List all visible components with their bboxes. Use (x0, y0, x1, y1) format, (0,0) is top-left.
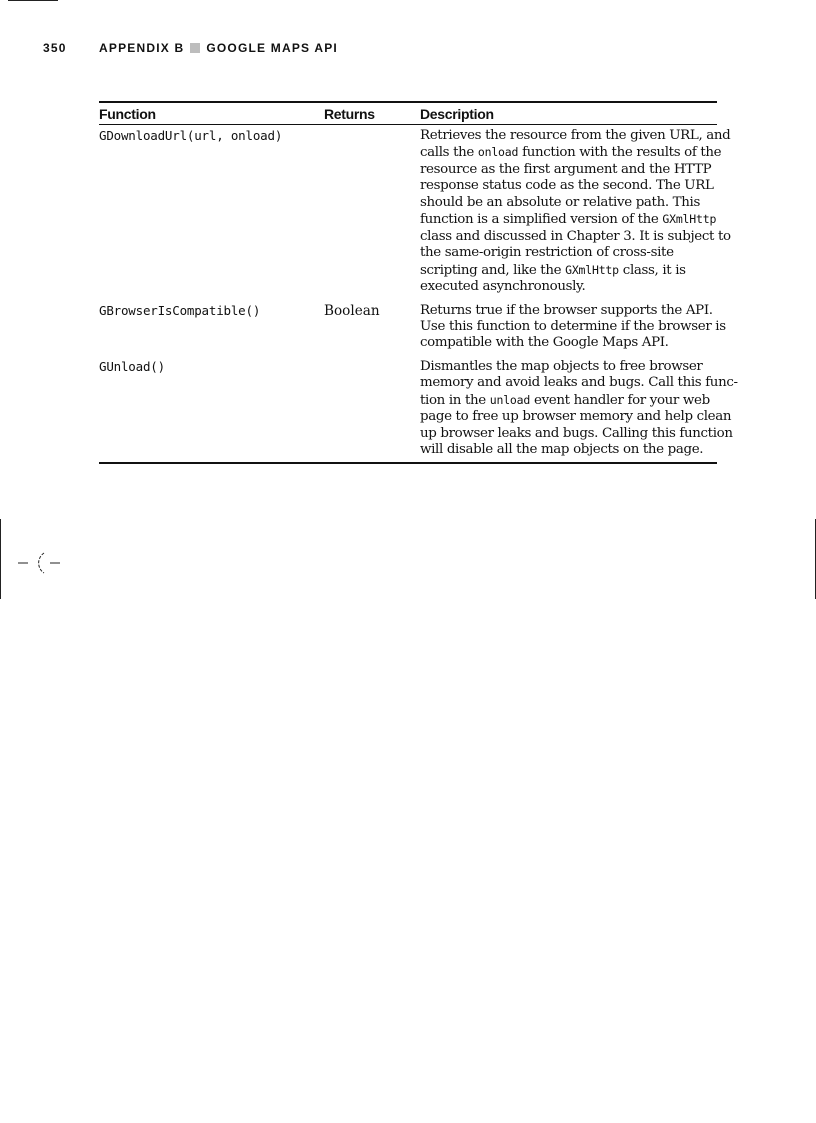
column-header-description: Description (420, 105, 494, 122)
column-header-function: Function (99, 105, 156, 122)
table-row (99, 356, 738, 462)
inline-code: GXmlHttp (565, 262, 619, 277)
inline-code: onload (477, 145, 519, 160)
description-line (420, 178, 717, 194)
crop-mark-top (8, 0, 58, 1)
description-text: response status code as the second. The URL (420, 178, 714, 194)
inline-code: unload (489, 392, 531, 407)
description-line (420, 359, 717, 375)
function-description (420, 128, 731, 296)
description-line (420, 392, 717, 409)
description-line (420, 195, 717, 211)
description-text: function with the results of the (518, 145, 722, 161)
description-line (420, 228, 731, 245)
crop-mark-left (0, 519, 1, 599)
description-line (420, 335, 717, 351)
description-line (420, 442, 717, 458)
column-header-returns: Returns (324, 105, 375, 122)
table-header-row (99, 103, 717, 124)
description-text: will disable all the map objects on the page. (420, 442, 704, 458)
description-line (420, 375, 738, 391)
description-text: up browser leaks and bugs. Calling this function (420, 425, 733, 441)
table-bottom-rule (99, 462, 717, 464)
function-signature: GDownloadUrl(url, onload) (99, 128, 283, 143)
section-separator-icon (190, 43, 200, 53)
inline-code: GXmlHttp (662, 212, 717, 227)
description-text: function is a simplified version of the (420, 212, 663, 228)
return-type: Boolean (324, 302, 380, 319)
description-text: memory and avoid leaks and bugs. Call this func- (420, 375, 738, 391)
function-table (99, 101, 738, 464)
registration-mark-icon (18, 547, 62, 579)
description-text: class, it is (618, 262, 686, 278)
function-signature: GBrowserIsCompatible() (99, 302, 261, 318)
description-text: Use this function to determine if the browser is (420, 318, 726, 334)
function-description (420, 302, 726, 352)
page-number: 350 (43, 41, 67, 55)
description-text: the same-origin restriction of cross-site (420, 245, 674, 261)
description-line (420, 211, 717, 228)
description-text: scripting and, like the (420, 262, 566, 278)
description-text: calls the (420, 145, 478, 161)
description-text: Dismantles the map objects to free browser (420, 358, 703, 374)
return-type (324, 359, 420, 459)
return-type (324, 128, 420, 296)
description-text: Returns true if the browser supports the API. (420, 302, 713, 318)
description-line (420, 144, 722, 161)
description-line (420, 162, 717, 178)
description-line (420, 262, 717, 279)
running-title-section: GOOGLE MAPS API (206, 41, 338, 55)
description-line (420, 425, 733, 442)
description-text: class and discussed in Chapter 3. It is subject to (420, 228, 731, 244)
description-text: event handler for your web (530, 392, 710, 408)
description-text: resource as the first argument and the HTTP (420, 161, 712, 177)
description-line (420, 409, 732, 425)
description-line (420, 279, 717, 295)
function-description (420, 358, 738, 459)
description-line (420, 303, 717, 319)
table-row (99, 125, 731, 296)
function-signature: GUnload() (99, 358, 165, 374)
table-row (99, 300, 726, 352)
running-title-chapter: APPENDIX B (99, 41, 185, 55)
description-line (420, 318, 726, 335)
description-line (420, 245, 717, 261)
running-header (43, 41, 338, 55)
description-text: tion in the (420, 392, 490, 408)
description-text: page to free up browser memory and help clean (420, 409, 732, 425)
description-text: should be an absolute or relative path. This (420, 194, 700, 210)
description-text: executed asynchronously. (420, 279, 586, 295)
description-text: compatible with the Google Maps API. (420, 335, 669, 351)
description-line (420, 128, 731, 144)
description-text: Retrieves the resource from the given URL, and (420, 128, 731, 143)
